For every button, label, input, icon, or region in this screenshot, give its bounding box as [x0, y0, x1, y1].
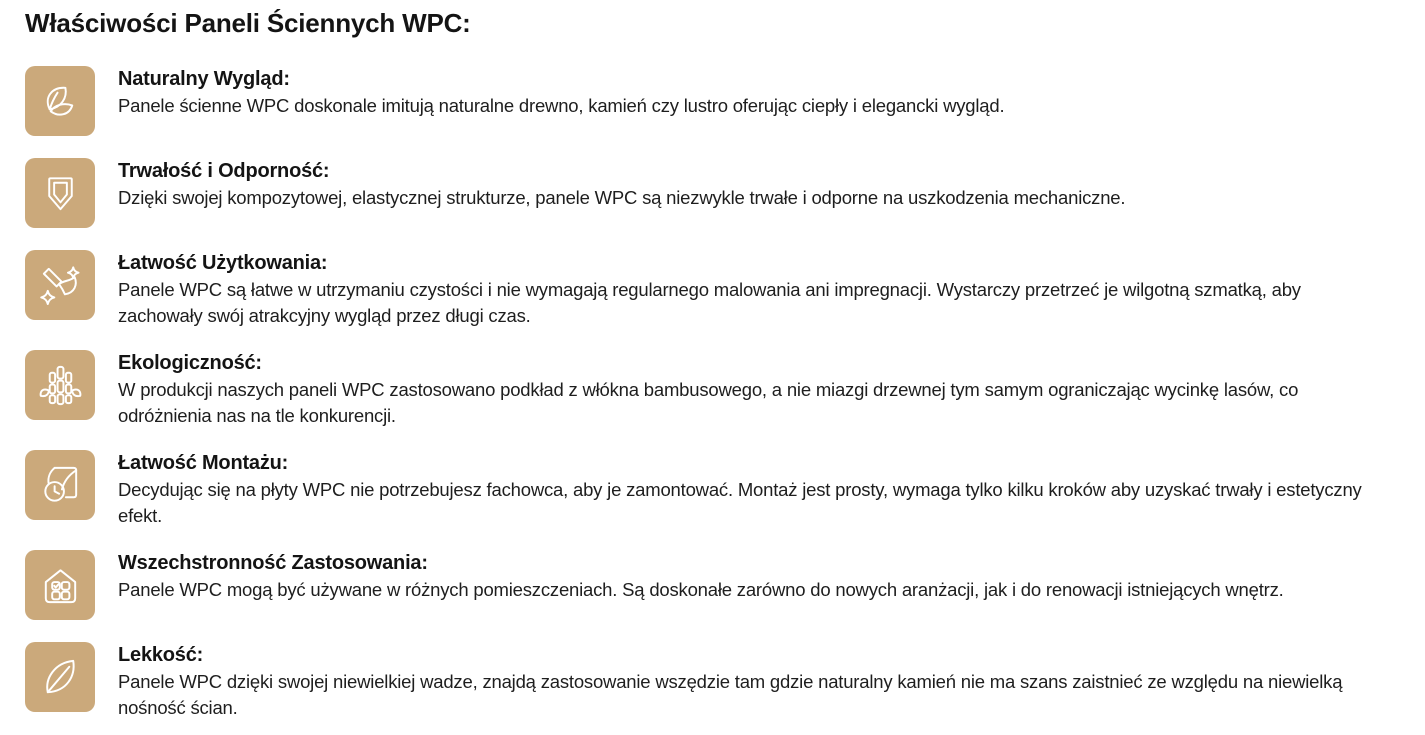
feature-title: Łatwość Użytkowania:	[118, 252, 328, 274]
feature-description: Panele WPC mogą być używane w różnych pomieszczeniach. Są doskonałe zarówno do nowych aranżacji, jak i do renowacji istniejących wnętrz.	[118, 579, 1284, 600]
feature-description: Panele WPC są łatwe w utrzymaniu czystości i nie wymagają regularnego malowania ani impregnacji. Wystarczy przetrzeć je wilgotną szmatką, aby zachowały swój atrakcyjny wygląd przez długi czas.	[118, 279, 1301, 326]
feature-list	[25, 66, 1400, 720]
house-rooms-icon	[25, 550, 95, 620]
feature-row	[25, 250, 1400, 328]
feature-row	[25, 550, 1400, 620]
page-title: Właściwości Paneli Ściennych WPC:	[25, 8, 471, 38]
feather-icon	[25, 642, 95, 712]
bamboo-icon	[25, 350, 95, 420]
feature-title: Wszechstronność Zastosowania:	[118, 552, 428, 574]
feature-description: W produkcji naszych paneli WPC zastosowano podkład z włókna bambusowego, a nie miazgi drzewnej tym samym ograniczając wycinkę lasów, co odróżnienia nas na tle konkurencji.	[118, 379, 1299, 426]
leaf-icon	[25, 66, 95, 136]
feature-title: Łatwość Montażu:	[118, 452, 289, 474]
feature-row	[25, 158, 1400, 228]
quick-install-clock-icon	[25, 450, 95, 520]
cleaning-brush-icon	[25, 250, 95, 320]
feature-row	[25, 66, 1400, 136]
feature-title: Naturalny Wygląd:	[118, 68, 290, 90]
feature-description: Decydując się na płyty WPC nie potrzebujesz fachowca, aby je zamontować. Montaż jest prosty, wymaga tylko kilku kroków aby uzyskać trwały i estetyczny efekt.	[118, 479, 1362, 526]
feature-row	[25, 450, 1400, 528]
shield-icon	[25, 158, 95, 228]
feature-title: Ekologiczność:	[118, 352, 262, 374]
feature-title: Lekkość:	[118, 644, 204, 666]
feature-description: Panele ścienne WPC doskonale imitują naturalne drewno, kamień czy lustro oferując ciepły i elegancki wygląd.	[118, 95, 1005, 116]
feature-row	[25, 642, 1400, 720]
feature-row	[25, 350, 1400, 428]
feature-description: Panele WPC dzięki swojej niewielkiej wadze, znajdą zastosowanie wszędzie tam gdzie naturalny kamień nie ma szans zaistnieć ze względu na niewielką nośność ścian.	[118, 671, 1343, 718]
feature-title: Trwałość i Odporność:	[118, 160, 330, 182]
feature-description: Dzięki swojej kompozytowej, elastycznej strukturze, panele WPC są niezwykle trwałe i odporne na uszkodzenia mechaniczne.	[118, 187, 1126, 208]
